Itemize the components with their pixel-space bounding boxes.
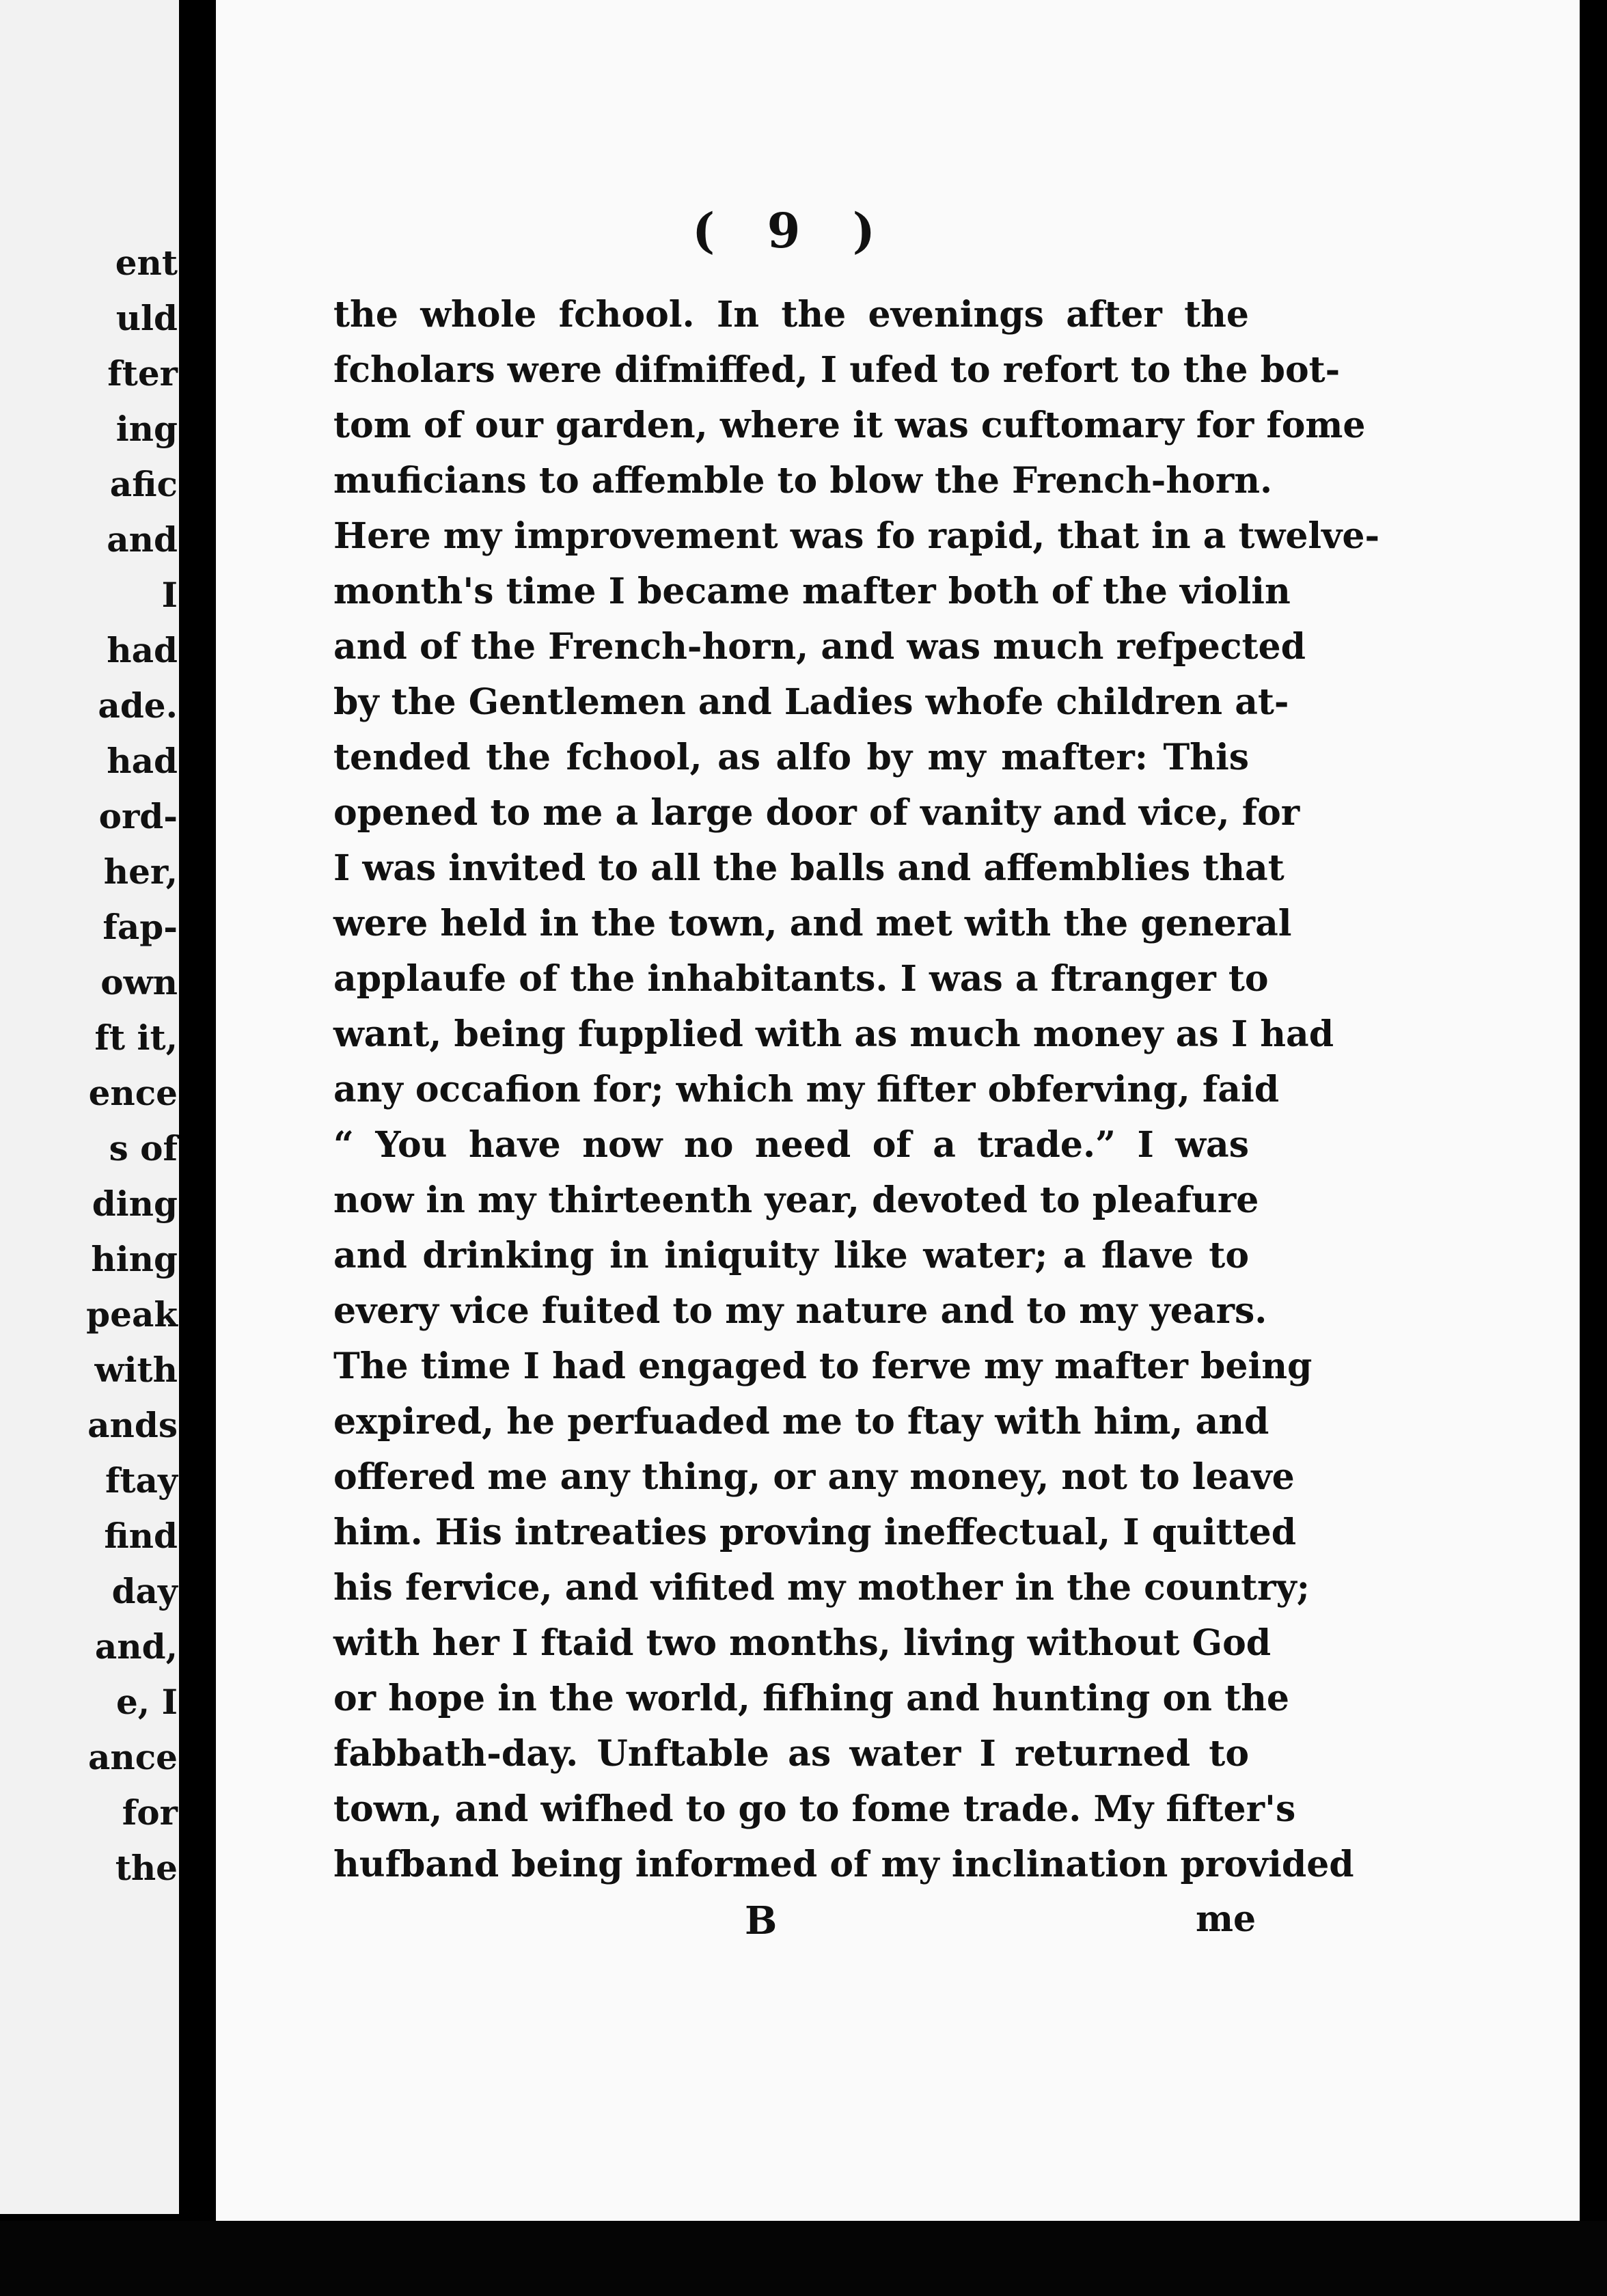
left-page-text-fragment: find	[104, 1516, 178, 1556]
left-page-text-fragment: peak	[86, 1294, 178, 1335]
text-line: The time I had engaged to ferve my mafter being	[333, 1345, 1313, 1387]
left-page-text-fragment: own	[100, 962, 178, 1002]
text-line: and of the French-horn, and was much refpected	[333, 626, 1306, 668]
text-line: month's time I became mafter both of the violin	[333, 571, 1291, 612]
left-page-text-fragment: ft it,	[94, 1017, 178, 1058]
left-page-text-fragment: with	[94, 1350, 178, 1390]
text-line: hufband being informed of my inclination provided	[333, 1844, 1354, 1885]
left-page-text-fragment: ding	[92, 1184, 178, 1224]
left-page-text-fragment: ing	[115, 409, 178, 449]
left-page-text-fragment: fap-	[102, 907, 178, 947]
left-page-text-fragment: ence	[88, 1073, 178, 1113]
left-page-text-fragment: s of	[109, 1128, 178, 1168]
bottom-page-edge	[0, 2221, 1607, 2296]
left-page-text-fragment: ord-	[98, 796, 178, 836]
left-page-text-fragment: uld	[115, 298, 178, 338]
left-page-text-fragment: day	[111, 1571, 178, 1611]
text-line: were held in the town, and met with the general	[333, 903, 1292, 944]
text-line: muficians to affemble to blow the French-horn.	[333, 460, 1273, 502]
text-line: his fervice, and vifited my mother in the country;	[333, 1567, 1310, 1609]
text-line: town, and wifhed to go to fome trade. My fifter's	[333, 1788, 1296, 1830]
text-line: him. His intreaties proving ineffectual, I quitted	[333, 1512, 1297, 1553]
signature-mark: B	[745, 1898, 778, 1943]
text-line: any occafion for; which my fifter obferving, faid	[333, 1069, 1280, 1110]
text-line: “ You have now no need of a trade.” I was	[333, 1124, 1249, 1166]
text-line: now in my thirteenth year, devoted to pleafure	[333, 1179, 1259, 1221]
text-line: opened to me a large door of vanity and vice, for	[333, 792, 1300, 834]
left-page-text-fragment: ade.	[98, 685, 178, 726]
left-page-text-fragment: had	[107, 741, 178, 781]
text-line: every vice fuited to my nature and to my years.	[333, 1290, 1267, 1332]
text-line: by the Gentlemen and Ladies whofe children at-	[333, 681, 1289, 723]
left-page-text-fragment: her,	[103, 851, 178, 892]
left-page-text-fragment: for	[122, 1792, 178, 1833]
text-line: and drinking in iniquity like water; a flave to	[333, 1235, 1249, 1276]
left-page-fragment	[0, 0, 179, 2214]
left-page-text-fragment: ent	[115, 243, 178, 283]
body-text	[333, 287, 1380, 1892]
page-number: ( 9 )	[692, 202, 893, 259]
text-line: with her I ftaid two months, living without God	[333, 1622, 1272, 1664]
text-line: offered me any thing, or any money, not to leave	[333, 1456, 1295, 1498]
text-line: tended the fchool, as alfo by my mafter: This	[333, 737, 1249, 778]
text-line: fcholars were difmiffed, I ufed to refort to the bot-	[333, 349, 1341, 391]
text-line: want, being fupplied with as much money as I had	[333, 1013, 1334, 1055]
left-page-text-fragment: fter	[107, 353, 178, 394]
right-page-edge	[1580, 0, 1607, 2296]
left-page-text-fragment: hing	[91, 1239, 178, 1279]
catchword: me	[1196, 1898, 1256, 1940]
text-line: expired, he perfuaded me to ftay with him, and	[333, 1401, 1269, 1443]
left-page-text-fragment: ance	[87, 1737, 178, 1777]
left-page-text-fragment: and,	[94, 1626, 178, 1667]
left-page-text-fragment: I	[161, 575, 178, 615]
text-line: I was invited to all the balls and affemblies that	[333, 847, 1285, 889]
left-page-text-fragment: ftay	[105, 1460, 178, 1501]
text-line: Here my improvement was fo rapid, that in a twelve-	[333, 515, 1380, 557]
text-line: the whole fchool. In the evenings after the	[333, 294, 1249, 336]
left-page-text-fragment: had	[107, 630, 178, 670]
left-page-text-fragment: and	[107, 519, 178, 560]
page-gutter	[179, 0, 216, 2296]
text-line: fabbath-day. Unftable as water I returned to	[333, 1733, 1249, 1775]
left-page-text-fragment: ands	[87, 1405, 178, 1445]
left-page-text-fragment: e, I	[115, 1682, 178, 1722]
text-line: tom of our garden, where it was cuftomary for fome	[333, 405, 1366, 446]
left-page-text-fragment: the	[115, 1848, 178, 1888]
text-line: or hope in the world, fifhing and hunting on the	[333, 1678, 1289, 1719]
text-line: applaufe of the inhabitants. I was a ftranger to	[333, 958, 1269, 1000]
left-page-text-fragment: afic	[109, 464, 178, 504]
